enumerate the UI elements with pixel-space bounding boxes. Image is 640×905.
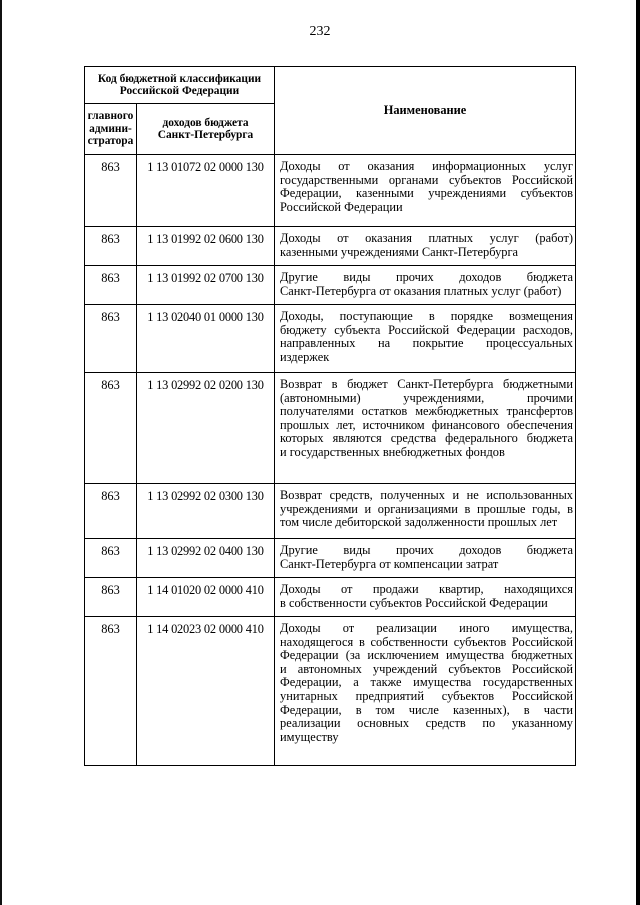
- income-code-cell: 1 13 01992 02 0600 130: [137, 227, 275, 266]
- name-line: Федерации, казенными учреждениями субъектов: [280, 186, 573, 201]
- name-line: получателями остатков межбюджетных трансфертов: [280, 404, 573, 419]
- name-line: имуществу: [280, 729, 339, 744]
- admin-header-line: стратора: [87, 135, 134, 148]
- name-line: прошлых лет, источником финансового обеспечения: [280, 417, 573, 432]
- name-cell: [275, 266, 576, 305]
- admin-code-cell: 863: [85, 227, 137, 266]
- code-group-header: Код бюджетной классификации Российской Федерации: [85, 67, 275, 104]
- income-code-cell: 1 14 01020 02 0000 410: [137, 578, 275, 617]
- table-row: [85, 539, 576, 578]
- name-line: Доходы от оказания платных услуг (работ): [280, 231, 573, 245]
- name-cell: [275, 305, 576, 373]
- admin-code-cell: 863: [85, 305, 137, 373]
- name-line: находящегося в собственности субъектов Российской: [280, 634, 573, 649]
- table-row: [85, 617, 576, 766]
- name-line: и государственных внебюджетных фондов: [280, 444, 505, 459]
- admin-header-line: админи-: [89, 122, 132, 135]
- name-cell: [275, 155, 576, 227]
- name-line: издержек: [280, 349, 330, 364]
- name-line: в собственности субъектов Российской Федерации: [280, 595, 548, 610]
- name-line: бюджету субъекта Российской Федерации расходов,: [280, 322, 573, 337]
- income-code-cell: 1 13 02992 02 0400 130: [137, 539, 275, 578]
- admin-code-cell: 863: [85, 578, 137, 617]
- name-line: государственными органами субъектов Российской: [280, 172, 573, 187]
- name-cell: [275, 539, 576, 578]
- name-line: Другие виды прочих доходов бюджета: [280, 543, 573, 557]
- table-row: [85, 305, 576, 373]
- name-line: Возврат в бюджет Санкт-Петербурга бюджетными: [280, 377, 573, 391]
- income-column-header: [137, 104, 275, 155]
- name-cell: [275, 373, 576, 484]
- name-line: учреждениями и организациями в прошлые годы, в: [280, 501, 573, 516]
- name-cell: [275, 227, 576, 266]
- admin-code-cell: 863: [85, 155, 137, 227]
- scan-edge-left: [0, 0, 2, 905]
- scan-edge-right: [636, 0, 640, 905]
- table-row: [85, 227, 576, 266]
- name-line: том числе дебиторской задолженности прошлых лет: [280, 515, 558, 530]
- name-line: Доходы от продажи квартир, находящихся: [280, 582, 573, 596]
- name-line: Доходы от оказания информационных услуг: [280, 159, 573, 173]
- admin-code-cell: 863: [85, 484, 137, 539]
- income-header-line: доходов бюджета: [162, 116, 249, 129]
- table-row: [85, 373, 576, 484]
- name-line: направленных на покрытие процессуальных: [280, 336, 573, 351]
- table-row: [85, 484, 576, 539]
- name-line: Возврат средств, полученных и не использованных: [280, 488, 573, 502]
- name-line: Санкт-Петербурга от оказания платных услуг (работ): [280, 283, 562, 298]
- name-line: (автономными) учреждениями, прочими: [280, 390, 573, 405]
- admin-column-header: [85, 104, 137, 155]
- income-code-cell: 1 13 01072 02 0000 130: [137, 155, 275, 227]
- income-code-cell: 1 13 01992 02 0700 130: [137, 266, 275, 305]
- admin-code-cell: 863: [85, 539, 137, 578]
- name-line: Доходы, поступающие в порядке возмещения: [280, 309, 573, 323]
- admin-code-cell: 863: [85, 266, 137, 305]
- name-line: Российской Федерации: [280, 199, 403, 214]
- income-code-cell: 1 13 02992 02 0200 130: [137, 373, 275, 484]
- name-line: казенными учреждениями Санкт-Петербурга: [280, 244, 519, 259]
- name-line: Другие виды прочих доходов бюджета: [280, 270, 573, 284]
- name-cell: [275, 484, 576, 539]
- admin-header-line: главного: [87, 110, 134, 123]
- page-number: 232: [309, 24, 331, 39]
- name-line: Федерации (за исключением имущества бюджетных: [280, 648, 573, 663]
- table-row: [85, 266, 576, 305]
- budget-classification-table: [84, 66, 576, 766]
- name-line: которых являются средства федерального бюджета: [280, 431, 573, 446]
- income-code-cell: 1 13 02040 01 0000 130: [137, 305, 275, 373]
- name-cell: [275, 617, 576, 766]
- admin-code-cell: 863: [85, 373, 137, 484]
- name-line: Доходы от реализации иного имущества,: [280, 621, 573, 635]
- name-line: Федерации, а также имущества государственных: [280, 675, 573, 690]
- name-line: и автономных учреждений субъектов Российской: [280, 661, 573, 676]
- name-cell: [275, 578, 576, 617]
- income-header-line: Санкт-Петербурга: [157, 129, 254, 141]
- admin-code-cell: 863: [85, 617, 137, 766]
- income-code-cell: 1 13 02992 02 0300 130: [137, 484, 275, 539]
- name-line: унитарных предприятий субъектов Российской: [280, 688, 573, 703]
- name-column-header: Наименование: [275, 67, 576, 155]
- name-line: Санкт-Петербурга от компенсации затрат: [280, 556, 499, 571]
- name-line: реализации основных средств по указанному: [280, 716, 573, 731]
- name-line: Федерации, в том числе казенных), в части: [280, 702, 573, 717]
- income-code-cell: 1 14 02023 02 0000 410: [137, 617, 275, 766]
- table-row: [85, 578, 576, 617]
- table-row: [85, 155, 576, 227]
